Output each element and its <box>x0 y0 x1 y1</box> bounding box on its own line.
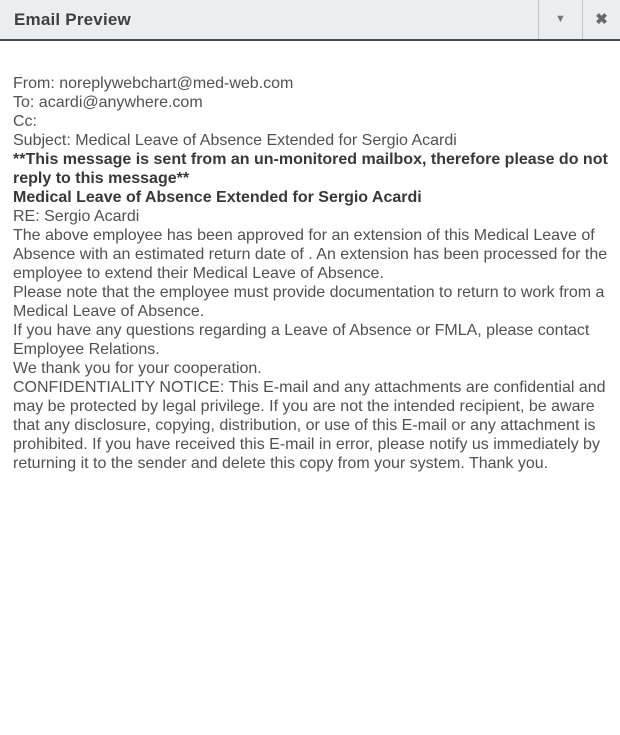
body-paragraph: The above employee has been approved for an extension of this Medical Leave of Absence with an estimated return date of . An extension has been processed for the employee to extend their Medical Leave of Absence. <box>13 227 608 282</box>
dropdown-button[interactable] <box>538 0 582 39</box>
email-from-line: From: noreplywebchart@med-web.com <box>13 75 294 92</box>
re-line: RE: Sergio Acardi <box>13 208 140 225</box>
email-header-block <box>13 74 620 150</box>
confidentiality-notice: CONFIDENTIALITY NOTICE: This E-mail and any attachments are confidential and may be protected by legal privilege. If you are not the intended recipient, be aware that any disclosure, copying, distribution, or use of this E-mail or any attachment is prohibited. If you have received this E-mail in error, please notify us immediately by returning it to the sender and delete this copy from your system. Thank you. <box>13 379 606 472</box>
body-paragraph: Please note that the employee must provide documentation to return to work from a Medical Leave of Absence. <box>13 284 605 320</box>
body-paragraph: If you have any questions regarding a Leave of Absence or FMLA, please contact Employee Relations. <box>13 322 590 358</box>
close-icon: ✖ <box>595 11 608 28</box>
chevron-down-icon: ▼ <box>555 13 566 25</box>
email-body-heading: Medical Leave of Absence Extended for Sergio Acardi <box>13 189 422 206</box>
unmonitored-mailbox-warning: **This message is sent from an un-monitored mailbox, therefore please do not reply to this message** <box>13 151 608 187</box>
dialog-title: Email Preview <box>14 9 131 29</box>
email-preview-body <box>0 41 620 473</box>
close-button[interactable] <box>582 0 620 39</box>
email-cc-line: Cc: <box>13 113 37 130</box>
body-paragraph: We thank you for your cooperation. <box>13 360 262 377</box>
email-to-line: To: acardi@anywhere.com <box>13 94 203 111</box>
dialog-titlebar <box>0 0 620 41</box>
email-subject-line: Subject: Medical Leave of Absence Extended for Sergio Acardi <box>13 132 457 149</box>
